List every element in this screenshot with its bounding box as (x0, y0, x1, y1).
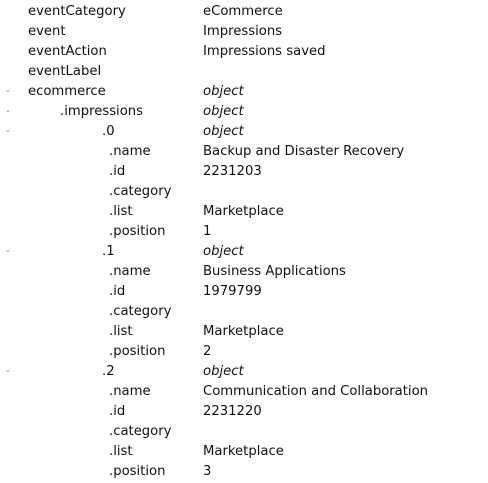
collapse-toggle-icon[interactable]: - (6, 86, 10, 97)
property-key: .list (109, 324, 133, 339)
tree-row (0, 342, 488, 362)
property-key: .position (109, 224, 166, 239)
tree-row (0, 182, 488, 202)
property-value: Communication and Collaboration (203, 384, 429, 399)
tree-row (0, 222, 488, 242)
tree-row (0, 62, 488, 82)
tree-row (0, 162, 488, 182)
property-value: 2 (203, 344, 212, 359)
collapse-toggle-icon[interactable]: - (6, 246, 10, 257)
property-key: .id (109, 284, 126, 299)
object-type-label: object (203, 124, 244, 139)
object-type-label: object (203, 364, 244, 379)
property-value: Business Applications (203, 264, 346, 279)
property-value: 1979799 (203, 284, 262, 299)
tree-row (0, 382, 488, 402)
tree-row (0, 402, 488, 422)
tree-row (0, 442, 488, 462)
tree-row (0, 282, 488, 302)
collapse-toggle-icon[interactable]: - (6, 106, 10, 117)
property-key: .name (109, 384, 151, 399)
property-value: Backup and Disaster Recovery (203, 144, 405, 159)
tree-row (0, 262, 488, 282)
property-value: Impressions (203, 24, 283, 39)
property-value: Marketplace (203, 444, 284, 459)
collapse-toggle-icon[interactable]: - (6, 366, 10, 377)
property-key: .impressions (60, 104, 144, 119)
tree-row (0, 202, 488, 222)
property-value: Marketplace (203, 324, 284, 339)
tree-row (0, 42, 488, 62)
property-value: eCommerce (203, 4, 283, 19)
tree-row[interactable] (0, 122, 488, 142)
tree-row (0, 302, 488, 322)
tree-row (0, 322, 488, 342)
property-value: 1 (203, 224, 212, 239)
collapse-toggle-icon[interactable]: - (6, 126, 10, 137)
property-value: Impressions saved (203, 44, 326, 59)
property-key: .0 (102, 124, 115, 139)
object-type-label: object (203, 84, 244, 99)
property-value: 3 (203, 464, 212, 479)
property-key: .category (109, 184, 172, 199)
property-key: .category (109, 304, 172, 319)
property-key: .list (109, 444, 133, 459)
object-type-label: object (203, 244, 244, 259)
tree-row (0, 2, 488, 22)
property-key: .2 (102, 364, 115, 379)
property-value: 2231203 (203, 164, 262, 179)
property-key: event (28, 24, 66, 39)
tree-row (0, 22, 488, 42)
property-key: .name (109, 144, 151, 159)
property-key: .category (109, 424, 172, 439)
property-key: ecommerce (28, 84, 106, 99)
property-key: .1 (102, 244, 115, 259)
property-value: 2231220 (203, 404, 262, 419)
property-key: eventLabel (28, 64, 102, 79)
property-key: .list (109, 204, 133, 219)
property-key: eventAction (28, 44, 107, 59)
property-key: .position (109, 344, 166, 359)
property-key: .position (109, 464, 166, 479)
object-type-label: object (203, 104, 244, 119)
tree-row[interactable] (0, 102, 488, 122)
property-key: eventCategory (28, 4, 126, 19)
tree-row[interactable] (0, 82, 488, 102)
property-key: .id (109, 164, 126, 179)
tree-row[interactable] (0, 242, 488, 262)
tree-row (0, 422, 488, 442)
tree-row (0, 142, 488, 162)
tree-row (0, 462, 488, 482)
property-key: .name (109, 264, 151, 279)
tree-row[interactable] (0, 362, 488, 382)
datalayer-tree (0, 2, 488, 482)
property-key: .id (109, 404, 126, 419)
property-value: Marketplace (203, 204, 284, 219)
